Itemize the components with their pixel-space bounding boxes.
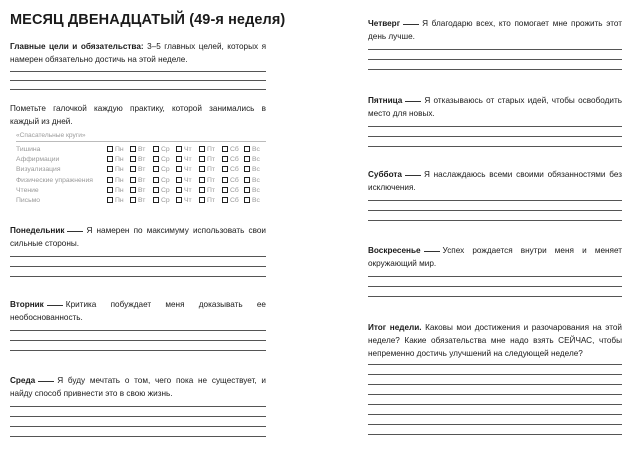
practice-day-checkbox[interactable] xyxy=(199,146,215,153)
day-label: Пт xyxy=(207,166,215,174)
checkbox-icon[interactable] xyxy=(244,156,250,162)
monday-entry xyxy=(10,224,266,250)
tuesday-line-3[interactable] xyxy=(10,350,266,351)
checkbox-icon[interactable] xyxy=(222,187,228,193)
day-label: Пт xyxy=(207,197,215,204)
saturday-line-2[interactable] xyxy=(368,210,622,211)
checkbox-icon[interactable] xyxy=(107,197,113,203)
practice-day-checkbox[interactable] xyxy=(244,166,260,173)
thursday-checkmark-blank[interactable] xyxy=(403,24,419,25)
wednesday-entry xyxy=(10,374,266,400)
thursday-line-2[interactable] xyxy=(368,59,622,60)
sunday-text: Успех рождается внутри меня и меняет окружающий мир. xyxy=(368,246,622,268)
day-label: Пт xyxy=(207,156,215,164)
practice-day-checkbox[interactable] xyxy=(222,177,239,184)
checkbox-icon[interactable] xyxy=(199,177,205,183)
day-label: Сб xyxy=(230,146,239,153)
monday-line-1[interactable] xyxy=(10,256,266,257)
practice-day-checkbox[interactable] xyxy=(199,177,215,184)
thursday-line-3[interactable] xyxy=(368,69,622,70)
practice-day-checkbox[interactable] xyxy=(153,187,170,194)
practice-day-checkbox[interactable] xyxy=(176,156,192,163)
right-page xyxy=(320,0,640,458)
day-label: Пн xyxy=(115,156,124,164)
practice-day-checkbox[interactable] xyxy=(199,166,215,173)
practice-day-checkbox[interactable] xyxy=(130,177,145,184)
practice-day-checkbox[interactable] xyxy=(153,156,170,163)
checkbox-icon[interactable] xyxy=(199,156,205,162)
thursday-label: Четверг xyxy=(368,19,401,28)
wednesday-checkmark-blank[interactable] xyxy=(38,381,54,382)
thursday-text: Я благодарю всех, кто помогает мне прожить этот день лучше. xyxy=(368,19,622,41)
checkbox-icon[interactable] xyxy=(130,187,136,193)
day-label: Чт xyxy=(184,166,192,174)
practice-day-checkbox[interactable] xyxy=(153,177,170,184)
checkbox-icon[interactable] xyxy=(153,187,159,193)
practice-day-checkbox[interactable] xyxy=(222,146,239,153)
practice-day-checkbox[interactable] xyxy=(199,156,215,163)
friday-line-3[interactable] xyxy=(368,146,622,147)
goals-line-3[interactable] xyxy=(10,89,266,90)
day-label: Ср xyxy=(161,146,170,153)
checkbox-icon[interactable] xyxy=(199,197,205,203)
checkbox-icon[interactable] xyxy=(176,166,182,172)
practices-header-rule xyxy=(16,141,266,142)
practice-day-checkbox[interactable] xyxy=(222,197,239,204)
practice-day-checkbox[interactable] xyxy=(244,187,260,194)
practice-day-checkbox[interactable] xyxy=(153,146,170,153)
day-label: Пт xyxy=(207,176,215,184)
day-label: Вс xyxy=(252,156,260,164)
checkbox-icon[interactable] xyxy=(153,146,159,152)
sunday-entry xyxy=(368,244,622,270)
friday-text: Я отказываюсь от старых идей, чтобы освободить место для новых. xyxy=(368,96,622,118)
sunday-label: Воскресенье xyxy=(368,246,421,255)
practice-day-checkbox[interactable] xyxy=(130,146,145,153)
saturday-checkmark-blank[interactable] xyxy=(405,175,421,176)
goals-line-2[interactable] xyxy=(10,80,266,81)
practice-day-checkbox[interactable] xyxy=(130,156,145,163)
practice-day-checkbox[interactable] xyxy=(107,146,124,153)
page-title: МЕСЯЦ ДВЕНАДЦАТЫЙ (49-я неделя) xyxy=(10,12,286,28)
day-label: Вс xyxy=(252,197,260,204)
checkbox-icon[interactable] xyxy=(130,197,136,203)
day-label: Ср xyxy=(161,176,170,184)
day-label: Пн xyxy=(115,146,124,153)
checkbox-icon[interactable] xyxy=(176,177,182,183)
checkbox-icon[interactable] xyxy=(199,166,205,172)
wednesday-line-1[interactable] xyxy=(10,406,266,407)
day-label: Вс xyxy=(252,146,260,153)
day-label: Вс xyxy=(252,186,260,194)
day-label: Чт xyxy=(184,156,192,164)
checkbox-icon[interactable] xyxy=(244,177,250,183)
thursday-entry xyxy=(368,17,622,43)
day-label: Пн xyxy=(115,186,124,194)
wednesday-line-2[interactable] xyxy=(10,416,266,417)
checkbox-icon[interactable] xyxy=(153,156,159,162)
practice-day-checkbox[interactable] xyxy=(199,197,215,204)
day-label: Вт xyxy=(138,146,146,153)
friday-checkmark-blank[interactable] xyxy=(405,101,421,102)
checkbox-icon[interactable] xyxy=(222,156,228,162)
practice-day-checkbox[interactable] xyxy=(176,177,192,184)
monday-label: Понедельник xyxy=(10,226,65,235)
summary-line-7[interactable] xyxy=(368,424,622,425)
practice-name: Тишина xyxy=(16,146,41,153)
practice-day-checkbox[interactable] xyxy=(244,156,260,163)
checkbox-icon[interactable] xyxy=(222,146,228,152)
practice-day-checkbox[interactable] xyxy=(107,177,124,184)
week-summary-text: Каковы мои достижения и разочарования на этой неделе? Какие обязательства мне надо взять СЕЙЧАС, чтобы непременно достичь улучшений на следующей неделе? xyxy=(368,323,622,358)
practices-intro: Пометьте галочкой каждую практику, которой занимались в каждый из дней. xyxy=(10,104,266,126)
checkbox-icon[interactable] xyxy=(130,156,136,162)
sunday-checkmark-blank[interactable] xyxy=(424,251,440,252)
checkbox-icon[interactable] xyxy=(222,197,228,203)
day-label: Вт xyxy=(138,176,146,184)
practice-name: Визуализация xyxy=(16,166,61,174)
checkbox-icon[interactable] xyxy=(176,146,182,152)
day-label: Сб xyxy=(230,156,239,164)
summary-line-8[interactable] xyxy=(368,434,622,435)
checkbox-icon[interactable] xyxy=(176,156,182,162)
monday-line-3[interactable] xyxy=(10,276,266,277)
day-label: Вс xyxy=(252,166,260,174)
wednesday-label: Среда xyxy=(10,376,36,385)
practice-row xyxy=(16,196,266,207)
day-label: Пт xyxy=(207,186,215,194)
practice-day-checkbox[interactable] xyxy=(244,177,260,184)
practice-day-checkbox[interactable] xyxy=(153,197,170,204)
practice-day-checkbox[interactable] xyxy=(199,187,215,194)
day-label: Пн xyxy=(115,166,124,174)
summary-line-5[interactable] xyxy=(368,404,622,405)
checkbox-icon[interactable] xyxy=(153,177,159,183)
saturday-line-1[interactable] xyxy=(368,200,622,201)
checkbox-icon[interactable] xyxy=(176,187,182,193)
day-label: Ср xyxy=(161,197,170,204)
practice-day-checkbox[interactable] xyxy=(130,197,145,204)
tuesday-label: Вторник xyxy=(10,300,44,309)
day-label: Ср xyxy=(161,166,170,174)
summary-line-6[interactable] xyxy=(368,414,622,415)
checkbox-icon[interactable] xyxy=(222,177,228,183)
practice-day-checkbox[interactable] xyxy=(176,146,192,153)
checkbox-icon[interactable] xyxy=(107,187,113,193)
monday-text: Я намерен по максимуму использовать свои сильные стороны. xyxy=(10,226,266,248)
sunday-line-2[interactable] xyxy=(368,286,622,287)
checkbox-icon[interactable] xyxy=(107,156,113,162)
checkbox-icon[interactable] xyxy=(153,197,159,203)
tuesday-entry xyxy=(10,298,266,324)
day-label: Вт xyxy=(138,156,146,164)
practice-day-checkbox[interactable] xyxy=(130,166,145,173)
wednesday-text: Я буду мечтать о том, чего пока не существует, и найду способ привнести это в свою жизнь. xyxy=(10,376,266,398)
practice-day-checkbox[interactable] xyxy=(153,166,170,173)
summary-line-4[interactable] xyxy=(368,394,622,395)
wednesday-line-3[interactable] xyxy=(10,426,266,427)
practice-day-checkbox[interactable] xyxy=(222,187,239,194)
practice-day-checkbox[interactable] xyxy=(107,197,124,204)
tuesday-line-2[interactable] xyxy=(10,340,266,341)
practice-day-checkbox[interactable] xyxy=(130,187,145,194)
day-label: Сб xyxy=(230,186,239,194)
checkbox-icon[interactable] xyxy=(153,166,159,172)
practice-day-checkbox[interactable] xyxy=(176,187,192,194)
summary-line-2[interactable] xyxy=(368,374,622,375)
goals-paragraph xyxy=(10,40,266,66)
practice-day-checkbox[interactable] xyxy=(176,197,192,204)
practice-name: Письмо xyxy=(16,197,41,204)
practice-day-checkbox[interactable] xyxy=(222,166,239,173)
checkbox-icon[interactable] xyxy=(107,177,113,183)
practice-name: Аффирмации xyxy=(16,156,60,164)
sunday-line-3[interactable] xyxy=(368,296,622,297)
tuesday-checkmark-blank[interactable] xyxy=(47,305,63,306)
tuesday-text: Критика побуждает меня доказывать ее необоснованность. xyxy=(10,300,266,322)
goals-line-1[interactable] xyxy=(10,71,266,72)
thursday-line-1[interactable] xyxy=(368,49,622,50)
friday-label: Пятница xyxy=(368,96,403,105)
checkbox-icon[interactable] xyxy=(244,187,250,193)
checkbox-icon[interactable] xyxy=(130,146,136,152)
practice-day-checkbox[interactable] xyxy=(107,187,124,194)
goals-text: 3–5 главных целей, которых я намерен обязательно достичь на этой неделе. xyxy=(10,42,267,64)
saturday-label: Суббота xyxy=(368,170,402,179)
summary-line-3[interactable] xyxy=(368,384,622,385)
checkbox-icon[interactable] xyxy=(107,166,113,172)
checkbox-icon[interactable] xyxy=(199,146,205,152)
checkbox-icon[interactable] xyxy=(244,197,250,203)
checkbox-icon[interactable] xyxy=(199,187,205,193)
day-label: Вт xyxy=(138,166,146,174)
checkbox-icon[interactable] xyxy=(244,166,250,172)
tuesday-line-1[interactable] xyxy=(10,330,266,331)
friday-entry xyxy=(368,94,622,120)
day-label: Ср xyxy=(161,156,170,164)
day-label: Сб xyxy=(230,176,239,184)
practice-name: Физические упражнения xyxy=(16,176,93,184)
day-label: Ср xyxy=(161,186,170,194)
practice-day-checkbox[interactable] xyxy=(107,166,124,173)
friday-line-2[interactable] xyxy=(368,136,622,137)
wednesday-line-4[interactable] xyxy=(10,436,266,437)
day-label: Сб xyxy=(230,197,239,204)
checkbox-icon[interactable] xyxy=(130,166,136,172)
friday-line-1[interactable] xyxy=(368,126,622,127)
practices-header: «Спасательные круги» xyxy=(16,132,86,139)
week-summary-entry xyxy=(368,321,622,360)
day-label: Чт xyxy=(184,186,192,194)
practice-day-checkbox[interactable] xyxy=(176,166,192,173)
day-label: Пн xyxy=(115,176,124,184)
practice-day-checkbox[interactable] xyxy=(222,156,239,163)
day-label: Пт xyxy=(207,146,215,153)
checkbox-icon[interactable] xyxy=(222,166,228,172)
sunday-line-1[interactable] xyxy=(368,276,622,277)
practice-name: Чтение xyxy=(16,186,39,194)
day-label: Чт xyxy=(184,176,192,184)
practice-day-checkbox[interactable] xyxy=(244,197,260,204)
practice-day-checkbox[interactable] xyxy=(244,146,260,153)
checkbox-icon[interactable] xyxy=(244,146,250,152)
goals-label: Главные цели и обязательства: xyxy=(10,42,144,51)
checkbox-icon[interactable] xyxy=(130,177,136,183)
week-summary-label: Итог недели. xyxy=(368,323,422,332)
day-label: Пн xyxy=(115,197,124,204)
day-label: Сб xyxy=(230,166,239,174)
day-label: Чт xyxy=(184,197,192,204)
checkbox-icon[interactable] xyxy=(176,197,182,203)
day-label: Вс xyxy=(252,176,260,184)
checkbox-icon[interactable] xyxy=(107,146,113,152)
day-label: Чт xyxy=(184,146,192,153)
monday-checkmark-blank[interactable] xyxy=(67,231,83,232)
saturday-entry xyxy=(368,168,622,194)
saturday-line-3[interactable] xyxy=(368,220,622,221)
day-label: Вт xyxy=(138,197,146,204)
practice-day-checkbox[interactable] xyxy=(107,156,124,163)
summary-line-1[interactable] xyxy=(368,364,622,365)
saturday-text: Я наслаждаюсь всеми своими обязанностями без исключения. xyxy=(368,170,622,192)
monday-line-2[interactable] xyxy=(10,266,266,267)
day-label: Вт xyxy=(138,186,146,194)
